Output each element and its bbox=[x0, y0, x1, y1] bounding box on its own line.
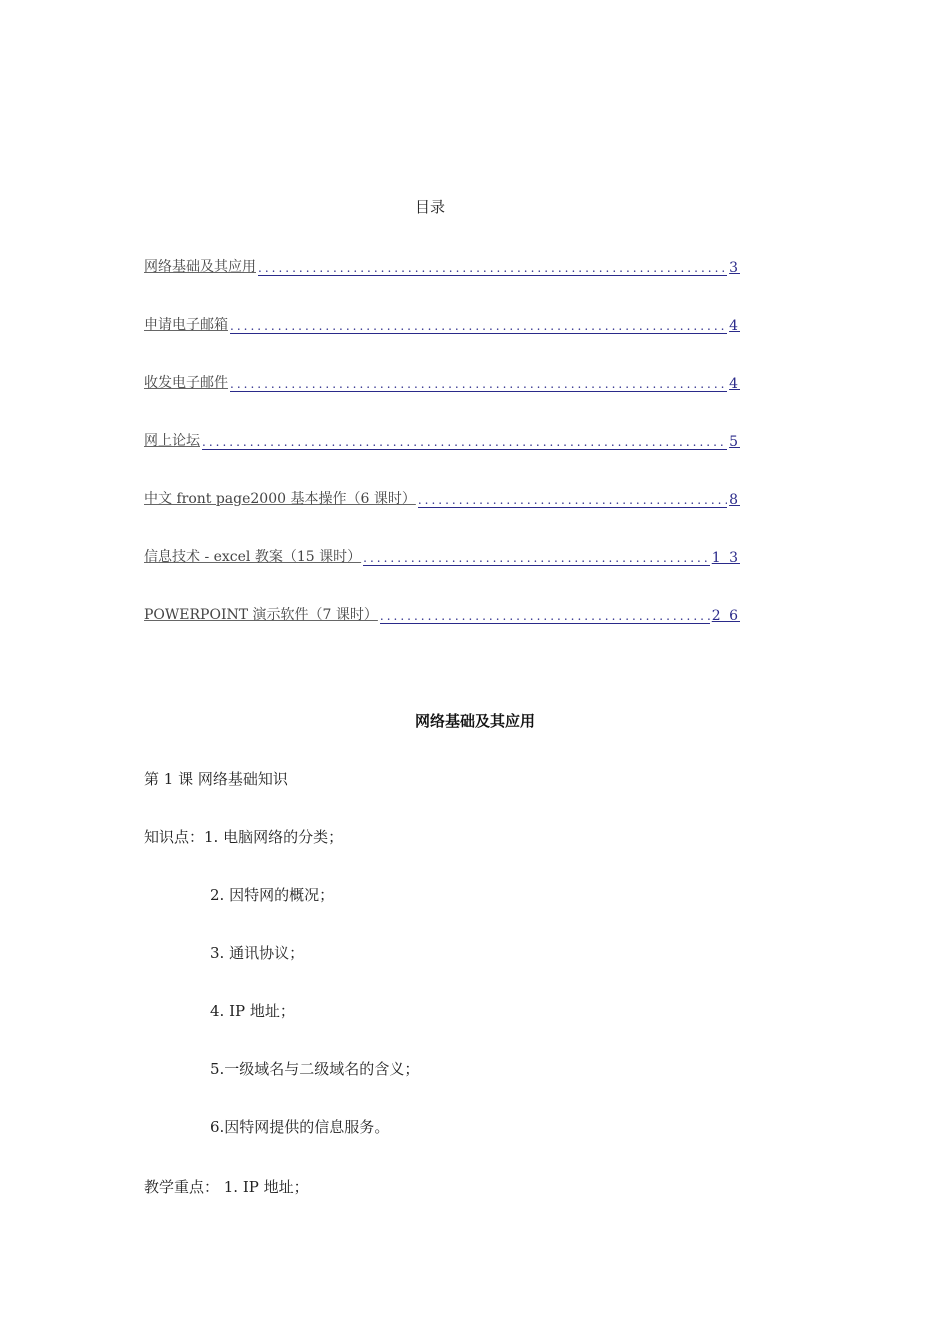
knowledge-point-item: 5.一级域名与二级域名的含义； bbox=[210, 1060, 420, 1078]
toc-entry-title[interactable]: 申请电子邮箱 bbox=[144, 317, 228, 333]
knowledge-point-item: 6.因特网提供的信息服务。 bbox=[210, 1118, 390, 1136]
knowledge-point-item: 2. 因特网的概况； bbox=[210, 886, 335, 904]
toc-leader-dots bbox=[230, 374, 727, 392]
toc-entry-page[interactable]: 1 3 bbox=[711, 550, 740, 566]
knowledge-point-item: 4. IP 地址； bbox=[210, 1002, 295, 1020]
toc-entry-page[interactable]: 5 bbox=[729, 434, 740, 450]
toc-entry[interactable] bbox=[144, 486, 740, 508]
lesson-title: 第 1 课 网络基础知识 bbox=[144, 770, 288, 788]
toc-entry[interactable] bbox=[144, 602, 740, 624]
key-points-line: 教学重点： 1. IP 地址； bbox=[144, 1178, 309, 1196]
toc-entry-title[interactable]: 信息技术 - excel 教案（15 课时） bbox=[144, 549, 362, 565]
toc-leader-dots bbox=[363, 548, 710, 566]
toc-entry[interactable] bbox=[144, 544, 740, 566]
toc-entry-page[interactable]: 3 bbox=[729, 260, 740, 276]
toc-entry-title[interactable]: 网络基础及其应用 bbox=[144, 259, 256, 275]
toc-entry-title[interactable]: POWERPOINT 演示软件（7 课时） bbox=[144, 607, 378, 623]
toc-entry[interactable] bbox=[144, 428, 740, 450]
toc-title: 目录 bbox=[414, 198, 445, 216]
toc-entry-title[interactable]: 中文 front page2000 基本操作（6 课时） bbox=[144, 491, 416, 507]
toc-entry-title[interactable]: 网上论坛 bbox=[144, 433, 200, 449]
toc-leader-dots bbox=[418, 490, 727, 508]
toc-entry-page[interactable]: 4 bbox=[729, 318, 740, 334]
toc-entry[interactable] bbox=[144, 312, 740, 334]
toc-leader-dots bbox=[202, 432, 727, 450]
toc-entry[interactable] bbox=[144, 370, 740, 392]
table-of-contents bbox=[144, 254, 740, 660]
toc-entry-title[interactable]: 收发电子邮件 bbox=[144, 375, 228, 391]
toc-leader-dots bbox=[230, 316, 727, 334]
toc-leader-dots bbox=[258, 258, 727, 276]
toc-entry-page[interactable]: 4 bbox=[729, 376, 740, 392]
toc-entry-page[interactable]: 2 6 bbox=[711, 608, 740, 624]
section-heading: 网络基础及其应用 bbox=[414, 712, 535, 730]
toc-entry[interactable] bbox=[144, 254, 740, 276]
knowledge-point-item: 3. 通讯协议； bbox=[210, 944, 305, 962]
knowledge-points-line: 知识点：1. 电脑网络的分类； bbox=[144, 828, 344, 846]
toc-leader-dots bbox=[380, 606, 710, 624]
toc-entry-page[interactable]: 8 bbox=[729, 492, 740, 508]
